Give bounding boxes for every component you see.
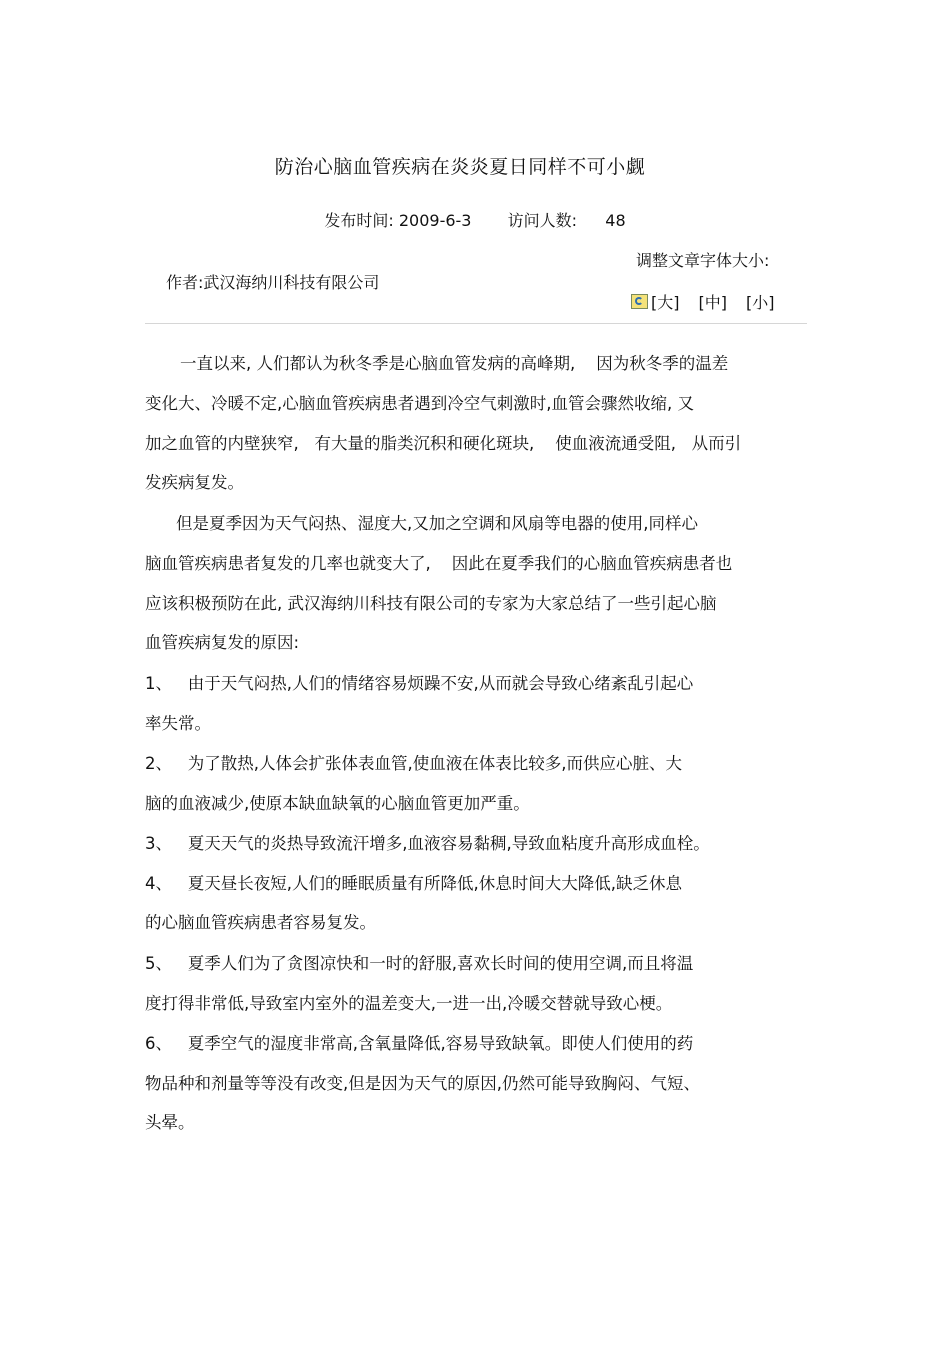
body-line: 应该积极预防在此, 武汉海纳川科技有限公司的专家为大家总结了一些引起心脑 [145,594,717,613]
body-line: 一直以来, 人们都认为秋冬季是心脑血管发病的高峰期, 因为秋冬季的温差 [180,354,729,373]
body-line: 但是夏季因为天气闷热、湿度大,又加之空调和风扇等电器的使用,同样心 [176,514,698,533]
article-author: 作者:武汉海纳川科技有限公司 [166,273,380,292]
font-size-controls [631,290,775,313]
font-size-medium-link[interactable]: [中] [698,293,727,312]
article-meta [0,208,950,231]
publish-date: 2009-6-3 [398,211,472,230]
body-line: 加之血管的内壁狭窄, 有大量的脂类沉积和硬化斑块, 使血液流通受阻, 从而引 [145,434,742,453]
body-line: 脑的血液减少,使原本缺血缺氧的心脑血管更加严重。 [145,794,530,813]
body-line: 头晕。 [145,1113,195,1132]
body-line: 变化大、冷暖不定,心脑血管疾病患者遇到冷空气刺激时,血管会骤然收缩, 又 [145,394,694,413]
list-item: 3、 夏天天气的炎热导致流汗增多,血液容易黏稠,导致血粘度升高形成血栓。 [145,834,710,853]
publish-time-label: 发布时间: [324,211,394,230]
list-item: 5、 夏季人们为了贪图凉快和一时的舒服,喜欢长时间的使用空调,而且将温 [145,954,694,973]
list-item: 4、 夏天昼长夜短,人们的睡眠质量有所降低,休息时间大大降低,缺乏休息 [145,874,682,893]
article-title: 防治心脑血管疾病在炎炎夏日同样不可小觑 [274,156,646,178]
list-item: 2、 为了散热,人体会扩张体表血管,使血液在体表比较多,而供应心脏、大 [145,754,682,773]
body-line: 的心脑血管疾病患者容易复发。 [145,913,376,932]
body-line: 度打得非常低,导致室内室外的温差变大,一进一出,冷暖交替就导致心梗。 [145,994,673,1013]
visits-label: 访问人数: [507,211,578,230]
font-size-small-link[interactable]: [小] [746,293,775,312]
body-line: 脑血管疾病患者复发的几率也就变大了, 因此在夏季我们的心脑血管疾病患者也 [145,554,733,573]
visits-count: 48 [605,211,626,230]
body-line: 血管疾病复发的原因: [145,633,300,652]
body-line: 物品种和剂量等等没有改变,但是因为天气的原因,仍然可能导致胸闷、气短、 [145,1074,700,1093]
font-size-large-link[interactable]: [大] [651,293,680,312]
font-size-label: 调整文章字体大小: [636,251,770,270]
font-size-icon [631,294,648,309]
body-line: 发疾病复发。 [145,473,244,492]
list-item: 6、 夏季空气的湿度非常高,含氧量降低,容易导致缺氧。即使人们使用的药 [145,1034,694,1053]
body-line: 率失常。 [145,714,211,733]
list-item: 1、 由于天气闷热,人们的情绪容易烦躁不安,从而就会导致心绪紊乱引起心 [145,674,694,693]
header-divider [145,323,807,324]
